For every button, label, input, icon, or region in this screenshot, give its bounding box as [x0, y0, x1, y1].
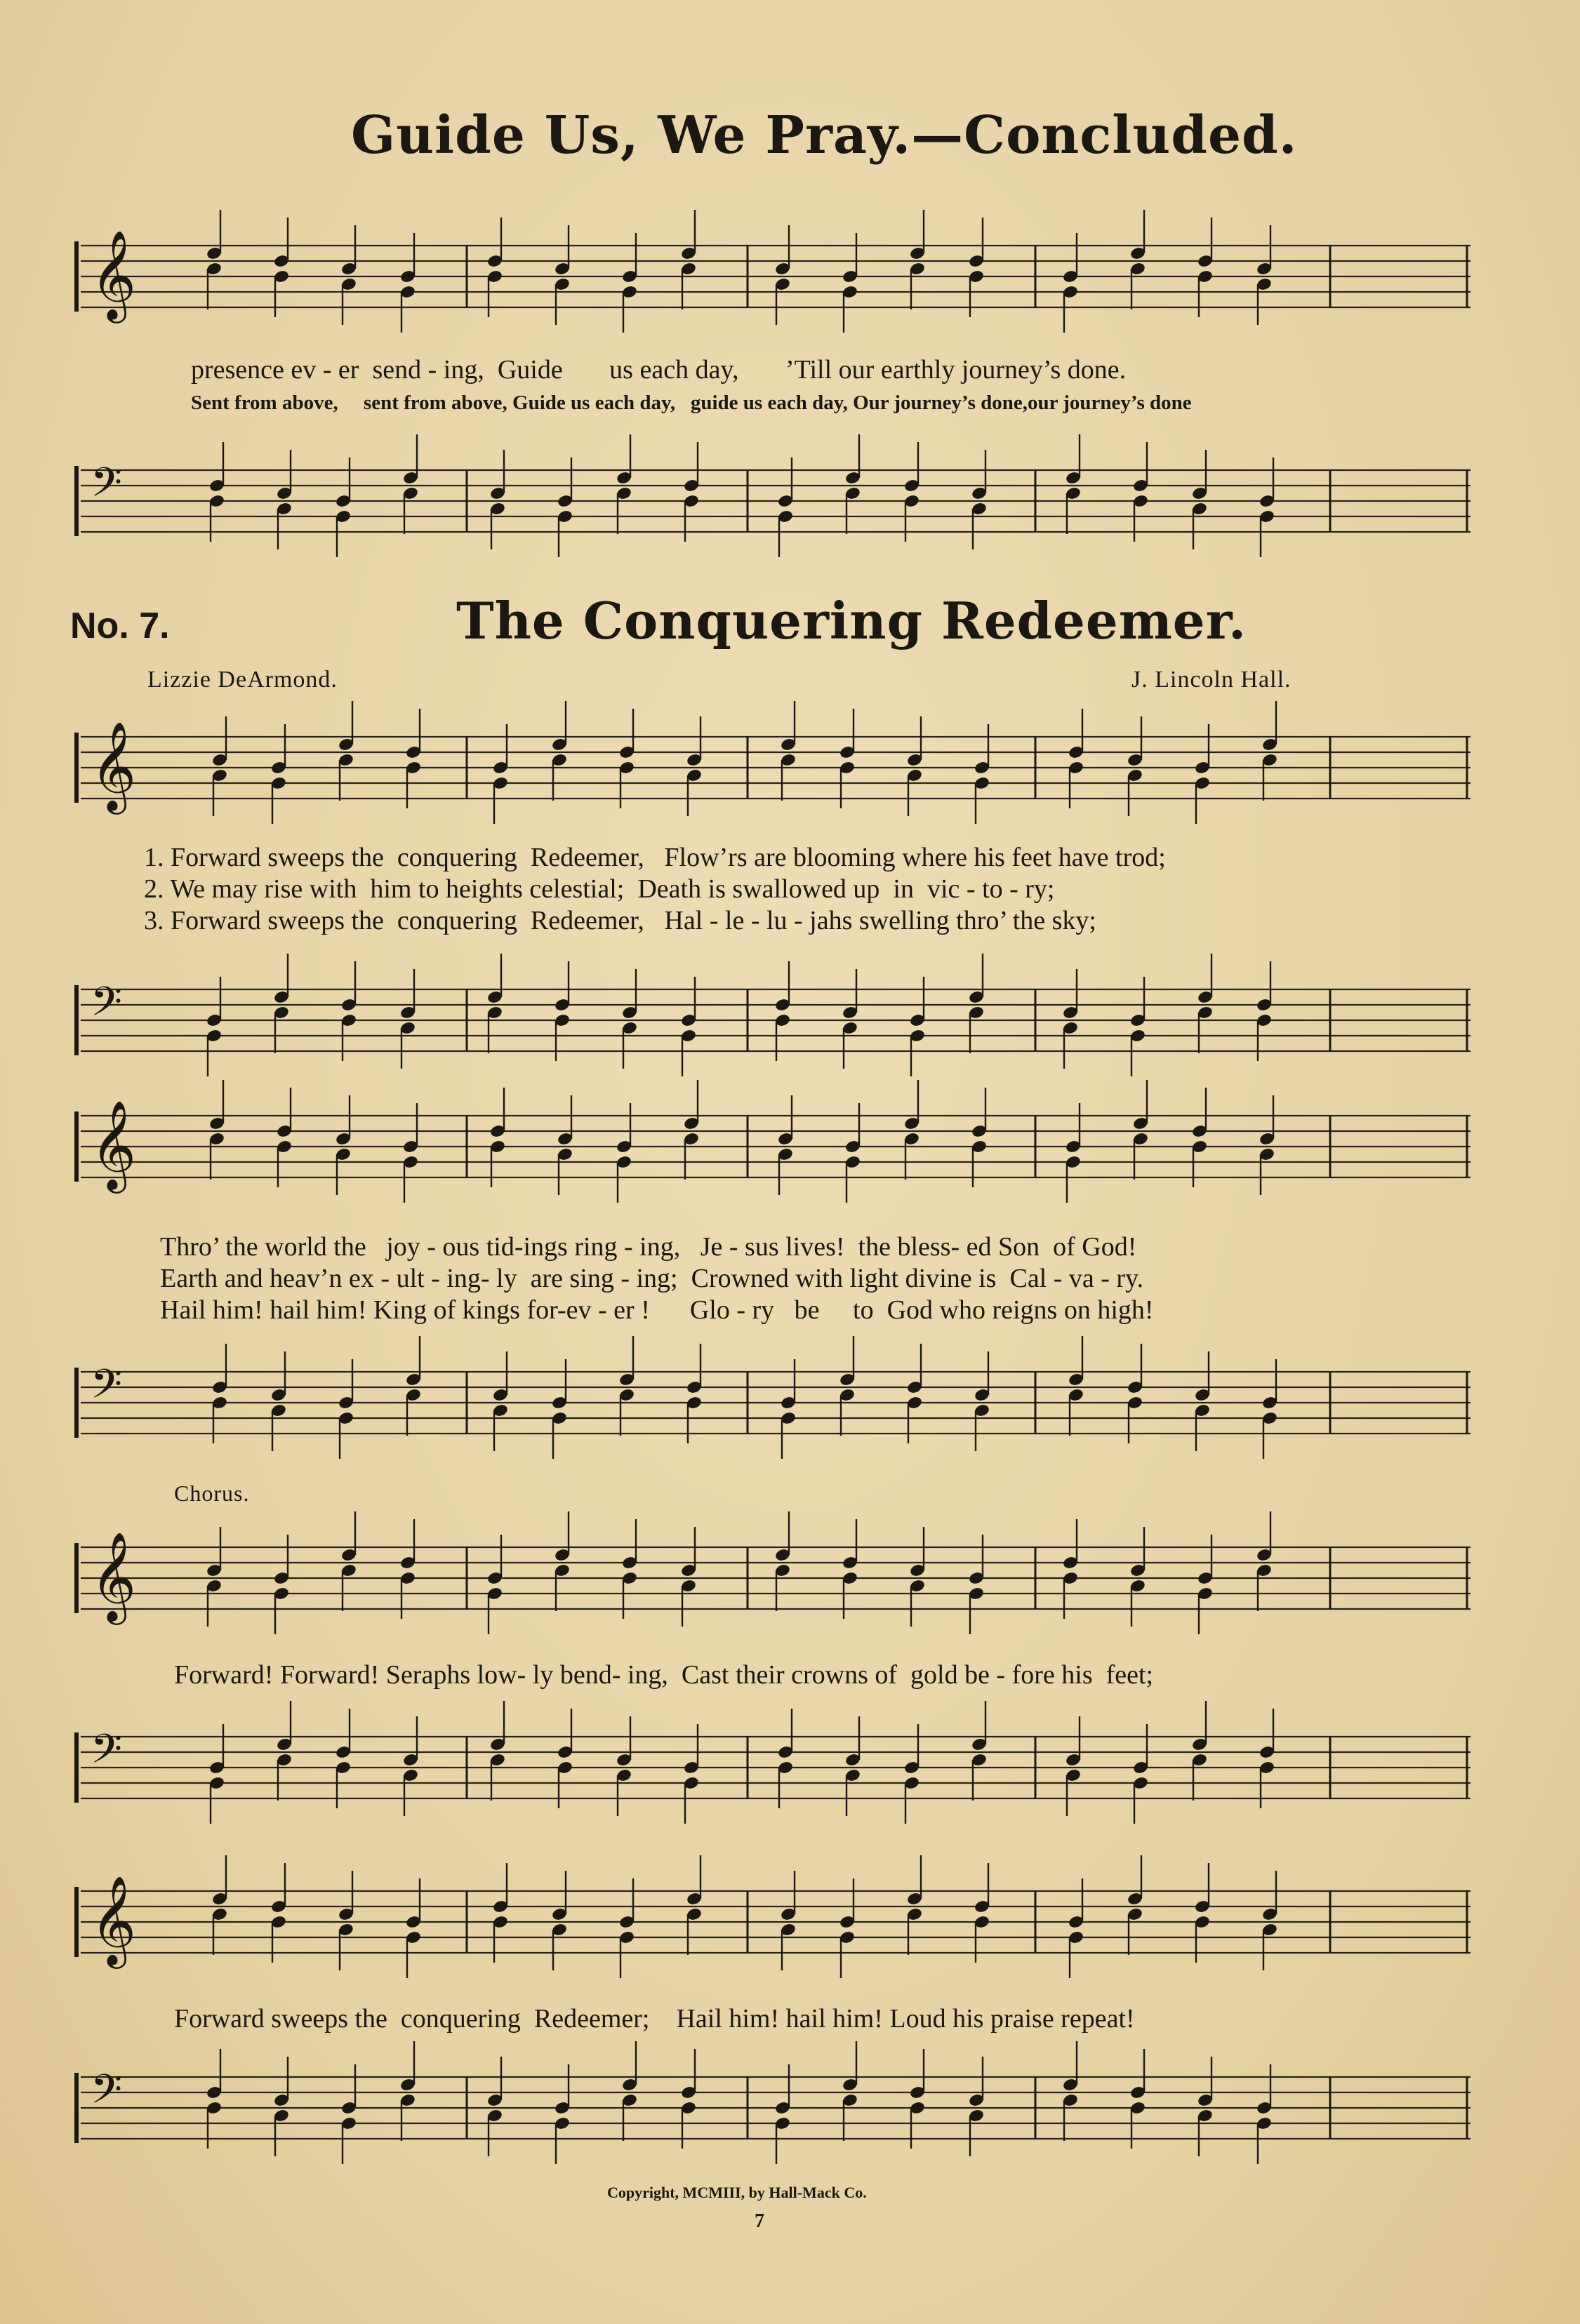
system3-treble-staff: [74, 1531, 1474, 1622]
system2-verse3: Hail him! hail him! King of kings for-ev - er ! Glo - ry be to God who reigns on high!: [160, 1295, 1154, 1325]
treble-clef: 𝄞: [91, 1531, 137, 1622]
system2-bass-staff: [74, 1358, 1474, 1442]
hymn-composer: J. Lincoln Hall.: [1131, 667, 1292, 693]
copyright-notice: Copyright, MCMIII, by Hall-Mack Co.: [607, 2184, 867, 2201]
bass-clef: 𝄢: [91, 977, 123, 1036]
system1-verse3: 3. Forward sweeps the conquering Redeemer, Hal - le - lu - jahs swelling thro’ the sky;: [144, 906, 1096, 935]
system2-verse1: Thro’ the world the joy - ous tid-ings ring - ing, Je - sus lives! the bless- ed Son of God!: [160, 1232, 1137, 1262]
system1-verse1: 1. Forward sweeps the conquering Redeemer, Flow’rs are blooming where his feet have trod;: [144, 843, 1166, 872]
hymn-number: No. 7.: [70, 606, 170, 646]
system4-bass-staff: [74, 2063, 1474, 2147]
treble-clef: 𝄞: [91, 721, 137, 811]
top-treble-staff: [74, 229, 1474, 320]
chorus-line2: Forward sweeps the conquering Redeemer; Hail him! hail him! Loud his praise repeat!: [174, 2004, 1135, 2034]
top-lyrics-line2: Sent from above, sent from above, Guide us each day, guide us each day, Our journey’s done,our journey’s done: [191, 392, 1192, 414]
page-number: 7: [755, 2210, 764, 2232]
bass-clef: 𝄢: [91, 2065, 123, 2123]
bass-clef: 𝄢: [91, 1725, 123, 1783]
bass-clef: 𝄢: [91, 1360, 123, 1418]
hymn-author: Lizzie DeArmond.: [147, 667, 338, 693]
top-bass-staff: [74, 456, 1474, 540]
system4-treble-staff: [74, 1875, 1474, 1965]
bass-clef: 𝄢: [91, 458, 123, 516]
system3-bass-staff: [74, 1723, 1474, 1807]
concluded-title: Guide Us, We Pray.—Concluded.: [351, 105, 1298, 166]
hymn-title: The Conquering Redeemer.: [456, 591, 1247, 650]
system2-verse2: Earth and heav’n ex - ult - ing- ly are sing - ing; Crowned with light divine is Cal - va - ry.: [160, 1264, 1144, 1293]
system1-bass-staff: [74, 975, 1474, 1060]
treble-clef: 𝄞: [91, 1100, 137, 1190]
system1-treble-staff: [74, 721, 1474, 811]
chorus-line1: Forward! Forward! Seraphs low- ly bend- ing, Cast their crowns of gold be - fore his feet;: [174, 1660, 1154, 1690]
top-lyrics-line1: presence ev - er send - ing, Guide us each day, ’Till our earthly journey’s done.: [191, 355, 1127, 385]
system2-treble-staff: [74, 1100, 1474, 1190]
treble-clef: 𝄞: [91, 1875, 137, 1965]
system1-verse2: 2. We may rise with him to heights celestial; Death is swallowed up in vic - to - ry;: [144, 874, 1055, 904]
treble-clef: 𝄞: [91, 229, 137, 320]
chorus-label: Chorus.: [174, 1481, 250, 1506]
